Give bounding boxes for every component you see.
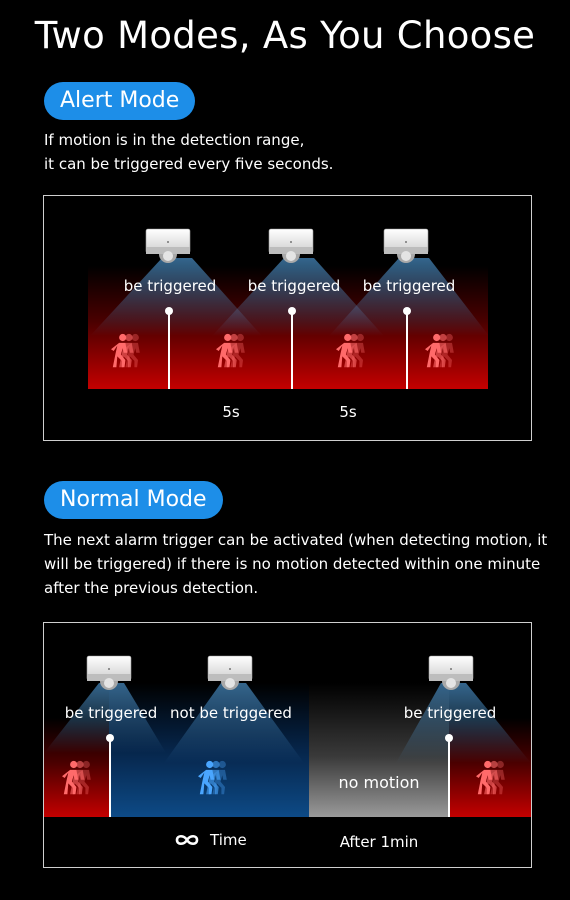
time-legend xyxy=(174,831,247,849)
trigger-dot xyxy=(288,307,296,315)
trigger-label: be triggered xyxy=(362,277,456,295)
interval-label: 5s xyxy=(339,403,357,421)
walking-person-icon xyxy=(476,755,512,801)
no-motion-label: no motion xyxy=(338,773,420,792)
walking-person-icon xyxy=(336,328,372,374)
trigger-marker xyxy=(168,313,170,389)
interval-label: 5s xyxy=(222,403,240,421)
trigger-dot xyxy=(445,734,453,742)
time-label: Time xyxy=(210,831,247,849)
after-1min-label: After 1min xyxy=(339,833,419,851)
motion-sensor-icon xyxy=(428,655,474,693)
normal-mode-description xyxy=(44,528,547,600)
walking-person-icon xyxy=(62,755,98,801)
trigger-dot xyxy=(106,734,114,742)
trigger-dot xyxy=(403,307,411,315)
normal-mode-badge: Normal Mode xyxy=(44,481,223,519)
motion-sensor-icon xyxy=(383,228,429,266)
motion-sensor-icon xyxy=(207,655,253,693)
no-trigger-label: not be triggered xyxy=(170,704,292,722)
trigger-label: be triggered xyxy=(403,704,497,722)
alert-mode-diagram xyxy=(43,195,532,441)
normal-mode-diagram xyxy=(43,622,532,868)
walking-person-icon xyxy=(111,328,147,374)
alert-mode-description xyxy=(44,128,333,176)
infinity-icon xyxy=(174,833,200,847)
walking-person-icon xyxy=(216,328,252,374)
motion-sensor-icon xyxy=(86,655,132,693)
trigger-label: be triggered xyxy=(247,277,341,295)
normal-desc-line3: after the previous detection. xyxy=(44,579,259,597)
alert-desc-line2: it can be triggered every five seconds. xyxy=(44,155,334,173)
trigger-marker xyxy=(406,313,408,389)
motion-sensor-icon xyxy=(145,228,191,266)
normal-desc-line1: The next alarm trigger can be activated (when detecting motion, it xyxy=(44,531,548,549)
trigger-label: be triggered xyxy=(123,277,217,295)
motion-sensor-icon xyxy=(268,228,314,266)
walking-person-icon xyxy=(425,328,461,374)
alert-mode-badge: Alert Mode xyxy=(44,82,195,120)
trigger-marker xyxy=(109,740,111,817)
trigger-label: be triggered xyxy=(64,704,158,722)
walking-person-icon xyxy=(198,755,234,801)
trigger-marker xyxy=(448,740,450,817)
trigger-dot xyxy=(165,307,173,315)
trigger-marker xyxy=(291,313,293,389)
normal-desc-line2: will be triggered) if there is no motion detected within one minute xyxy=(44,555,541,573)
page-title: Two Modes, As You Choose xyxy=(34,14,536,57)
alert-desc-line1: If motion is in the detection range, xyxy=(44,131,305,149)
